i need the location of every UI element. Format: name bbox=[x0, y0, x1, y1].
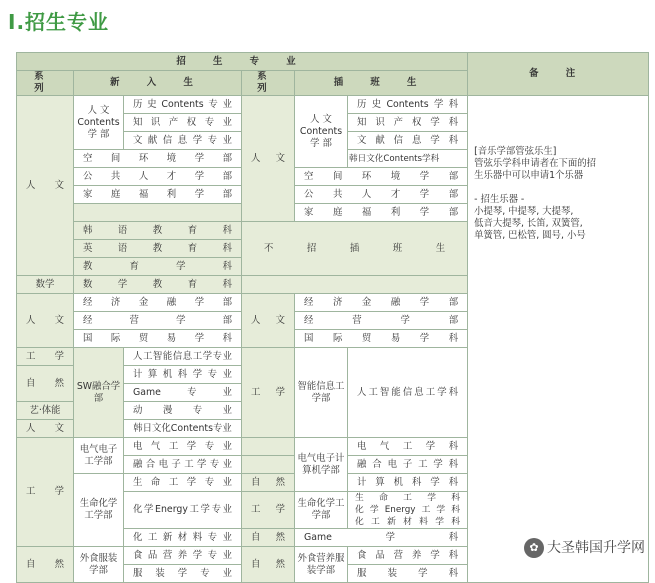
dept-sw: SW融合学部 bbox=[74, 348, 124, 438]
major-cell: 文献信息学科 bbox=[348, 132, 468, 150]
note-line: 单簧管, 巴松管, 圆号, 小号 bbox=[474, 230, 586, 241]
major-cell bbox=[348, 492, 468, 529]
major-cell: 服装学专业 bbox=[124, 565, 242, 583]
major-cell: 韩日文化Contents专业 bbox=[124, 420, 242, 438]
note-line: 小提琴, 中提琴, 大提琴, bbox=[474, 206, 574, 217]
major-cell: 食品营养学专业 bbox=[124, 547, 242, 565]
major-cell: 人工智能信息工学科 bbox=[348, 348, 468, 438]
major-cell: 经济金融学部 bbox=[295, 294, 468, 312]
dept-electrical: 电气电子工学部 bbox=[74, 438, 124, 474]
major-cell: 知识产权学科 bbox=[348, 114, 468, 132]
major-cell: 空间环境学部 bbox=[295, 168, 468, 186]
note-line: 生乐器中可以申请1个乐器 bbox=[474, 170, 584, 181]
major-cell: 计算机科学专业 bbox=[124, 366, 242, 384]
admission-table bbox=[16, 52, 649, 583]
major-cell: 教育学科 bbox=[74, 258, 242, 276]
major-cell: 国际贸易学科 bbox=[74, 330, 242, 348]
major-cell: 电气工学专业 bbox=[124, 438, 242, 456]
major-cell: 化学Energy工学专业 bbox=[124, 492, 242, 529]
note-line: 管弦乐学科申请者在下面的招 bbox=[474, 158, 596, 169]
series-nature-transfer-3: 自然 bbox=[242, 547, 295, 583]
major-cell: Game学科 bbox=[295, 529, 468, 547]
major-line: 化学Energy工学科 bbox=[355, 505, 461, 515]
series-humanities: 人文 bbox=[17, 96, 74, 276]
page-title: Ⅰ.招生专业 bbox=[8, 10, 110, 34]
major-cell: 食品营养学科 bbox=[348, 547, 468, 565]
series-nature-2: 自然 bbox=[17, 547, 74, 583]
header-transfer: 插 班 生 bbox=[295, 71, 468, 96]
header-note: 备 注 bbox=[468, 53, 649, 96]
major-cell: 公共人才学部 bbox=[74, 168, 242, 186]
major-cell: 国际贸易学科 bbox=[295, 330, 468, 348]
dept-chemistry-transfer: 生命化学工学部 bbox=[295, 492, 348, 529]
major-cell: 融合电子工学专业 bbox=[124, 456, 242, 474]
series-engineering-transfer: 工学 bbox=[242, 348, 295, 438]
dept-humanities-contents-transfer: 人 文 Contents 学 部 bbox=[295, 96, 348, 168]
series-nature-transfer-2: 自然 bbox=[242, 529, 295, 547]
major-cell: 英语教育科 bbox=[74, 240, 242, 258]
no-transfer-cell: 不 招 插 班 生 bbox=[242, 222, 468, 276]
series-nature-transfer: 自然 bbox=[242, 474, 295, 492]
watermark-text: 大圣韩国升学网 bbox=[547, 540, 645, 556]
spacer-cell bbox=[74, 204, 242, 222]
dept-ai-transfer: 智能信息工学部 bbox=[295, 348, 348, 438]
major-cell: Game专业 bbox=[124, 384, 242, 402]
major-line: 化工新材料学科 bbox=[355, 517, 461, 527]
dept-chemistry: 生命化学工学部 bbox=[74, 474, 124, 547]
series-humanities-transfer-2: 人文 bbox=[242, 294, 295, 348]
major-cell: 服装学科 bbox=[348, 565, 468, 583]
major-cell: 历史Contents专业 bbox=[124, 96, 242, 114]
series-engineering: 工学 bbox=[17, 348, 74, 366]
dept-humanities-contents: 人 文 Contents 学 部 bbox=[74, 96, 124, 150]
dept-food-clothing: 外食服装学部 bbox=[74, 547, 124, 583]
header-freshman: 新 入 生 bbox=[74, 71, 242, 96]
major-cell: 动漫专业 bbox=[124, 402, 242, 420]
note-line: 低音大提琴, 长笛, 双簧管, bbox=[474, 218, 583, 229]
major-cell: 韩语教育科 bbox=[74, 222, 242, 240]
major-cell: 公共人才学部 bbox=[295, 186, 468, 204]
major-cell: 融合电子工学科 bbox=[348, 456, 468, 474]
dept-food-clothing-transfer: 外食营养服装学部 bbox=[295, 547, 348, 583]
series-math: 数学 bbox=[17, 276, 74, 294]
header-series-transfer: 系 列 bbox=[242, 71, 295, 96]
dept-electrical-transfer: 电气电子计算机学部 bbox=[295, 438, 348, 492]
major-cell: 人工智能信息工学专业 bbox=[124, 348, 242, 366]
major-cell: 韩日文化Contents学科 bbox=[348, 150, 468, 168]
major-cell: 电气工学科 bbox=[348, 438, 468, 456]
note-line: [音乐学部管弦乐生] bbox=[474, 146, 557, 157]
major-cell: 经营学部 bbox=[295, 312, 468, 330]
major-cell: 空间环境学部 bbox=[74, 150, 242, 168]
major-cell: 知识产权专业 bbox=[124, 114, 242, 132]
header-series: 系 列 bbox=[17, 71, 74, 96]
spacer-cell bbox=[242, 456, 295, 474]
series-engineering-transfer-2: 工学 bbox=[242, 492, 295, 529]
major-cell: 数学教育科 bbox=[74, 276, 242, 294]
spacer-cell bbox=[242, 438, 295, 456]
major-cell: 化工新材料专业 bbox=[124, 529, 242, 547]
major-cell: 经济金融学部 bbox=[74, 294, 242, 312]
major-cell: 计算机科学科 bbox=[348, 474, 468, 492]
major-cell: 家庭福利学部 bbox=[295, 204, 468, 222]
major-line: 生命工学科 bbox=[355, 493, 461, 503]
note-cell bbox=[468, 96, 649, 583]
header-majors: 招 生 专 业 bbox=[17, 53, 468, 71]
note-line bbox=[474, 182, 642, 194]
note-line: - 招生乐器 - bbox=[474, 194, 525, 205]
watermark bbox=[524, 537, 645, 558]
spacer-cell bbox=[242, 276, 468, 294]
major-cell: 历史Contents学科 bbox=[348, 96, 468, 114]
series-humanities-3: 人文 bbox=[17, 420, 74, 438]
wechat-icon: ✿ bbox=[524, 538, 544, 558]
major-cell: 文献信息学专业 bbox=[124, 132, 242, 150]
major-cell: 生命工学专业 bbox=[124, 474, 242, 492]
series-humanities-2: 人文 bbox=[17, 294, 74, 348]
major-cell: 经营学部 bbox=[74, 312, 242, 330]
series-engineering-2: 工学 bbox=[17, 438, 74, 547]
series-art: 艺·体能 bbox=[17, 402, 74, 420]
series-humanities-transfer: 人文 bbox=[242, 96, 295, 222]
series-nature: 自然 bbox=[17, 366, 74, 402]
major-cell: 家庭福利学部 bbox=[74, 186, 242, 204]
